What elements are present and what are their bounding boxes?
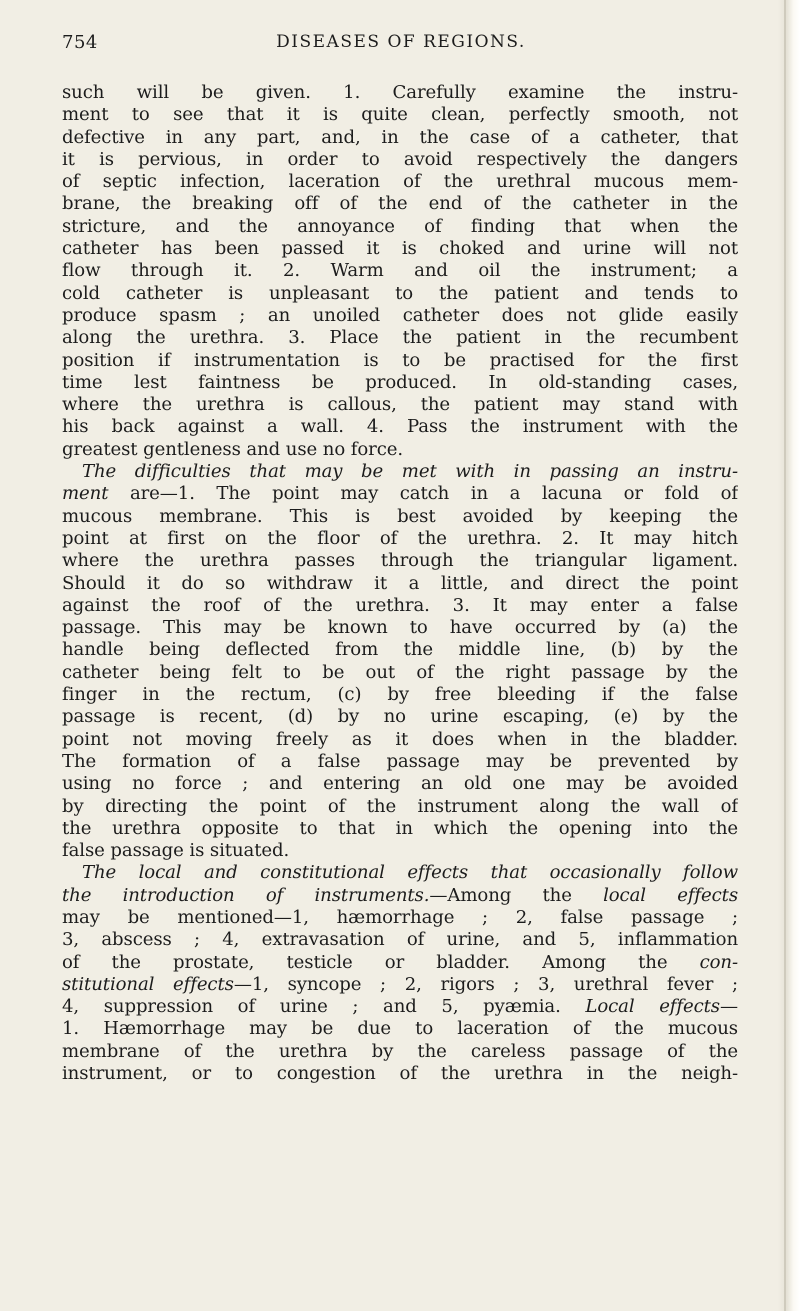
text-line: point at first on the floor of the urethra. 2. It may hitch (62, 527, 738, 549)
text-line: may be mentioned—1, hæmorrhage ; 2, false passage ; (62, 906, 738, 928)
text-line (62, 974, 738, 996)
text-run: —1, syncope ; 2, rigors ; 3, urethral fever ; (233, 973, 738, 995)
text-line: finger in the rectum, (c) by free bleeding if the false (62, 684, 738, 706)
text-line: 3, abscess ; 4, extravasation of urine, and 5, inflammation (62, 929, 738, 951)
text-line: position if instrumentation is to be practised for the first (62, 349, 738, 371)
text-line (62, 996, 738, 1018)
text-line: time lest faintness be produced. In old-standing cases, (62, 371, 738, 393)
text-line: along the urethra. 3. Place the patient in the recumbent (62, 327, 738, 349)
text-line: where the urethra is callous, the patient may stand with (62, 394, 738, 416)
italic-term: stitutional effects (62, 973, 234, 995)
text-line (62, 483, 738, 505)
text-line: handle being deflected from the middle line, (b) by the (62, 639, 738, 661)
text-line: catheter has been passed it is choked and urine will not (62, 238, 738, 260)
text-line (62, 952, 738, 974)
text-line: Should it do so withdraw it a little, and direct the point (62, 572, 738, 594)
text-line: false passage is situated. (62, 840, 290, 862)
text-line: produce spasm ; an unoiled catheter does not glide easily (62, 304, 738, 326)
text-line: membrane of the urethra by the careless passage of the (62, 1040, 738, 1062)
text-line (62, 461, 738, 483)
italic-heading: The difficulties that may be met with in passing an instru- (82, 461, 738, 483)
text-line: greatest gentleness and use no force. (62, 438, 404, 460)
text-line: the urethra opposite to that in which the opening into the (62, 817, 738, 839)
text-line (62, 862, 738, 884)
italic-heading: ment (62, 483, 109, 505)
text-run: —Among the (429, 884, 604, 906)
text-line: of septic infection, laceration of the urethral mucous mem- (62, 171, 738, 193)
italic-heading: the introduction of instruments. (62, 884, 430, 906)
text-run: of the prostate, testicle or bladder. Among the (62, 951, 700, 973)
page-number: 754 (62, 32, 98, 53)
text-line (62, 885, 738, 907)
text-line: flow through it. 2. Warm and oil the instrument; a (62, 260, 738, 282)
text-run: 4, suppression of urine ; and 5, pyæmia. (62, 996, 586, 1018)
page-header (62, 28, 740, 58)
text-line: it is pervious, in order to avoid respectively the dangers (62, 148, 738, 170)
text-line: passage is recent, (d) by no urine escaping, (e) by the (62, 706, 738, 728)
text-line: such will be given. 1. Carefully examine the instru- (62, 82, 738, 103)
italic-term: Local effects (585, 996, 720, 1018)
italic-heading: The local and constitutional effects that occasionally follow (82, 862, 738, 884)
text-run: — (720, 996, 738, 1018)
text-line: point not moving freely as it does when in the bladder. (62, 728, 738, 750)
text-line: 1. Hæmorrhage may be due to laceration of the mucous (62, 1018, 738, 1040)
text-line: The formation of a false passage may be prevented by (62, 750, 738, 772)
page-edge (778, 0, 800, 1311)
italic-term: local effects (603, 884, 738, 906)
text-line: using no force ; and entering an old one may be avoided (62, 773, 738, 795)
text-line: defective in any part, and, in the case of a catheter, that (62, 126, 738, 148)
text-line: stricture, and the annoyance of finding that when the (62, 215, 738, 237)
text-line: ment to see that it is quite clean, perfectly smooth, not (62, 104, 738, 126)
text-line: cold catheter is unpleasant to the patient and tends to (62, 282, 738, 304)
text-line: against the roof of the urethra. 3. It may enter a false (62, 594, 738, 616)
text-line: catheter being felt to be out of the right passage by the (62, 661, 738, 683)
page-edge-line (784, 0, 786, 1311)
body-text (62, 82, 738, 1085)
running-head: DISEASES OF REGIONS. (276, 32, 526, 52)
text-line: instrument, or to congestion of the urethra in the neigh- (62, 1063, 738, 1085)
text-line: passage. This may be known to have occurred by (a) the (62, 617, 738, 639)
text-run: are—1. The point may catch in a lacuna or fold of (108, 483, 738, 505)
text-line: where the urethra passes through the triangular ligament. (62, 550, 738, 572)
text-line: his back against a wall. 4. Pass the instrument with the (62, 416, 738, 438)
text-line: mucous membrane. This is best avoided by keeping the (62, 505, 738, 527)
text-line: by directing the point of the instrument along the wall of (62, 795, 738, 817)
italic-term: con- (699, 951, 738, 973)
text-line: brane, the breaking off of the end of the catheter in the (62, 193, 738, 215)
